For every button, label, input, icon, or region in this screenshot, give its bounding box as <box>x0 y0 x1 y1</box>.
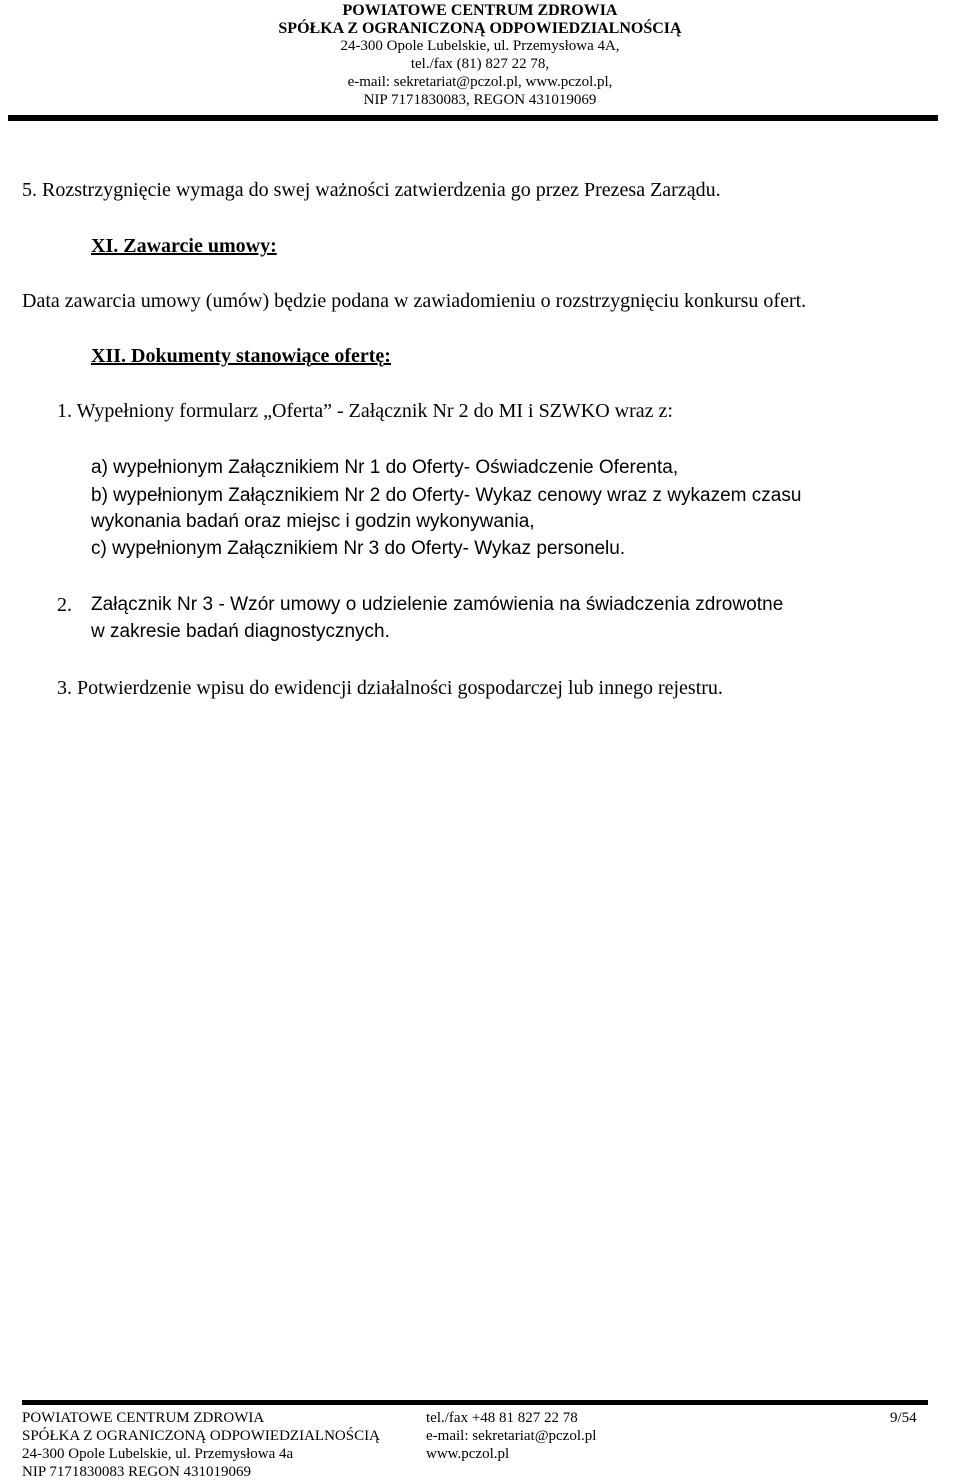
company-type: SPÓŁKA Z OGRANICZONĄ ODPOWIEDZIALNOŚCIĄ <box>278 20 682 37</box>
footer-website: www.pczol.pl <box>426 1446 510 1462</box>
company-email: e-mail: sekretariat@pczol.pl, www.pczol.pl, <box>347 74 613 90</box>
item-5-text: 5. Rozstrzygnięcie wymaga do swej ważności zatwierdzenia go przez Prezesa Zarządu. <box>22 179 721 201</box>
section-xi-heading: XI. Zawarcie umowy: <box>91 235 277 257</box>
document-1-b-continued: wykonania badań oraz miejsc i godzin wykonywania, <box>91 511 535 532</box>
company-phone: tel./fax (81) 827 22 78, <box>410 56 550 72</box>
document-2-number: 2. <box>57 594 72 616</box>
footer-divider <box>22 1400 928 1405</box>
company-nip-regon: NIP 7171830083, REGON 431019069 <box>363 92 597 108</box>
company-name: POWIATOWE CENTRUM ZDROWIA <box>342 2 618 19</box>
footer-address: 24-300 Opole Lubelskie, ul. Przemysłowa 4a <box>22 1446 294 1462</box>
section-xi-text: Data zawarcia umowy (umów) będzie podana w zawiadomieniu o rozstrzygnięciu konkursu ofert. <box>22 290 807 312</box>
document-2-line-1: Załącznik Nr 3 - Wzór umowy o udzielenie zamówienia na świadczenia zdrowotne <box>91 594 784 615</box>
company-address: 24-300 Opole Lubelskie, ul. Przemysłowa 4A, <box>340 38 620 54</box>
page-number: 9/54 <box>890 1410 917 1426</box>
footer-email: e-mail: sekretariat@pczol.pl <box>426 1428 597 1444</box>
document-1-a: a) wypełnionym Załącznikiem Nr 1 do Oferty- Oświadczenie Oferenta, <box>91 457 679 478</box>
section-xii-heading: XII. Dokumenty stanowiące ofertę: <box>91 345 391 367</box>
footer-company-name: POWIATOWE CENTRUM ZDROWIA <box>22 1410 265 1426</box>
document-3: 3. Potwierdzenie wpisu do ewidencji działalności gospodarczej lub innego rejestru. <box>57 677 723 699</box>
document-2-line-2: w zakresie badań diagnostycznych. <box>91 621 390 642</box>
header-divider <box>8 115 938 121</box>
document-1-b: b) wypełnionym Załącznikiem Nr 2 do Oferty- Wykaz cenowy wraz z wykazem czasu <box>91 485 802 506</box>
footer-nip-regon: NIP 7171830083 REGON 431019069 <box>22 1464 252 1480</box>
footer-company-type: SPÓŁKA Z OGRANICZONĄ ODPOWIEDZIALNOŚCIĄ <box>22 1428 380 1444</box>
footer-phone: tel./fax +48 81 827 22 78 <box>426 1410 578 1426</box>
document-1: 1. Wypełniony formularz „Oferta” - Załącznik Nr 2 do MI i SZWKO wraz z: <box>57 400 673 422</box>
document-1-c: c) wypełnionym Załącznikiem Nr 3 do Oferty- Wykaz personelu. <box>91 538 626 559</box>
